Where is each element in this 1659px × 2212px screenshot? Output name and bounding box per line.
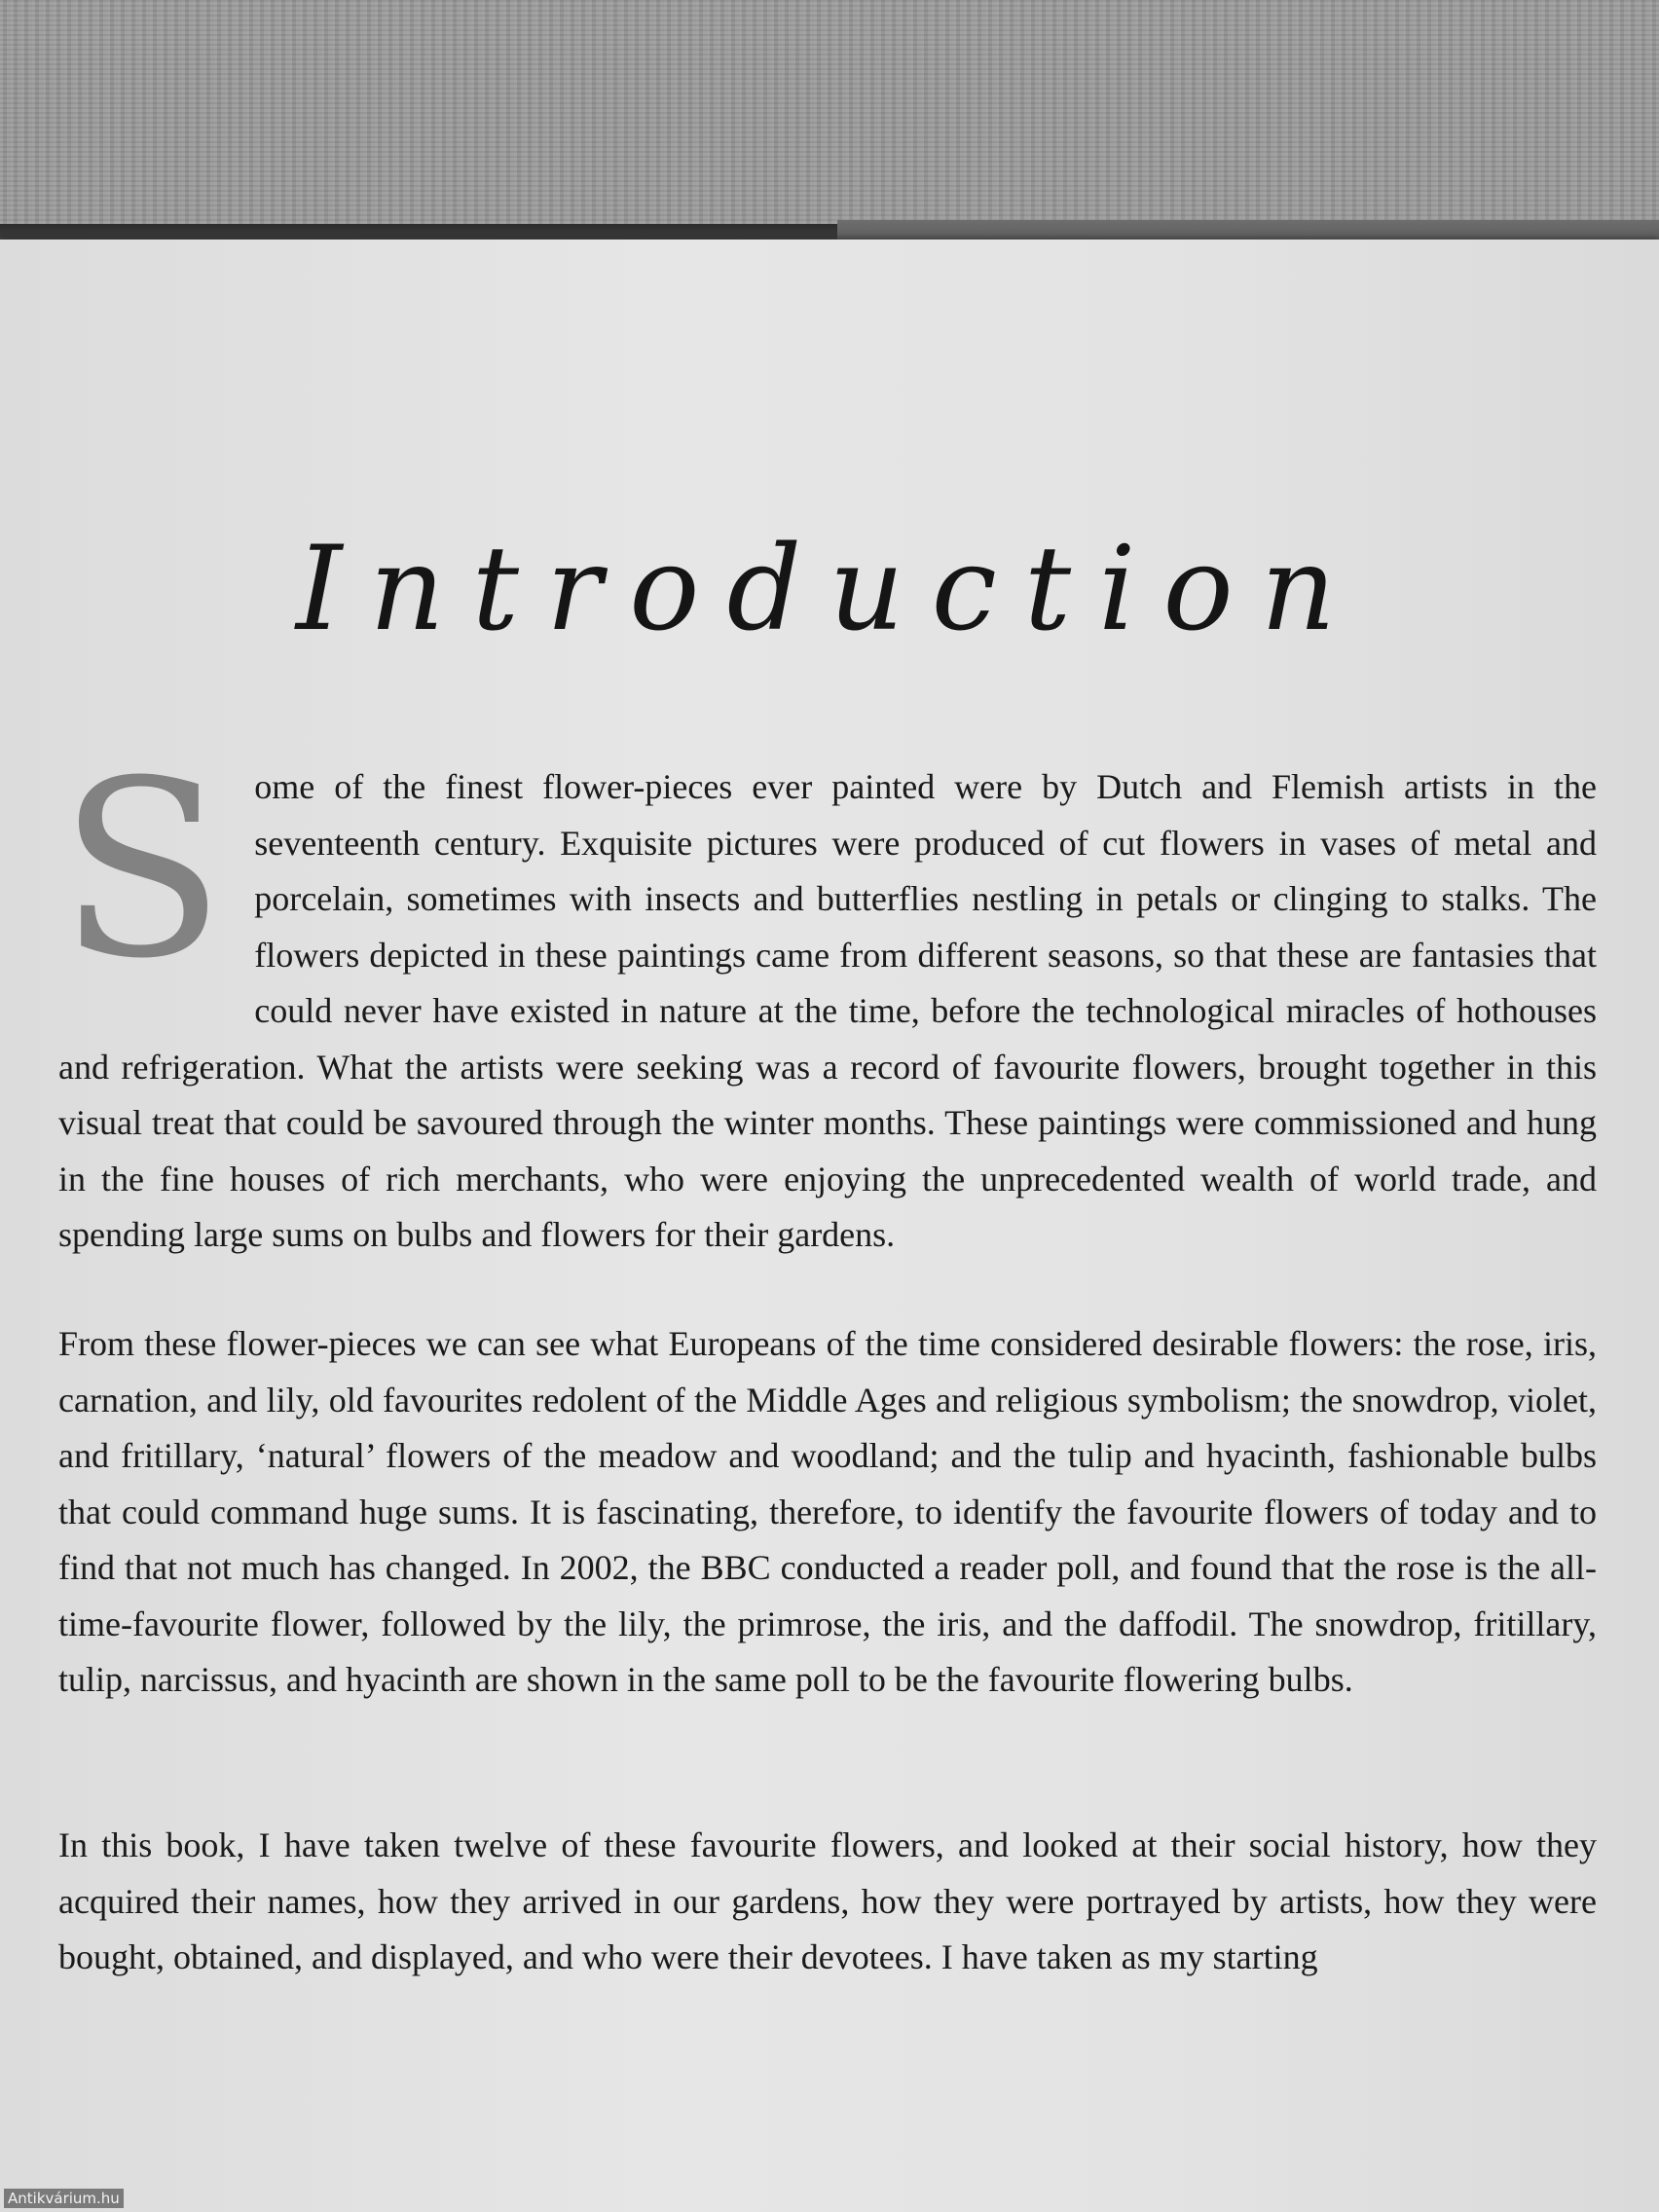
paragraph-1 <box>58 728 1597 1264</box>
book-spine-edge <box>837 220 1659 241</box>
paragraph-2: From these flower-pieces we can see what Europeans of the time considered desirable flowers: the rose, iris, carnation, and lily, old favourites redolent of the Middle Ages and religious symbolism; the snowdrop, violet, and fritillary, ‘natural’ flowers of the meadow and woodland; and the tulip and hyacinth, fashionable bulbs that could command huge sums. It is fascinating, therefore, to identify the favourite flowers of today and to find that not much has changed. In 2002, the BBC conducted a reader poll, and found that the rose is the all-time-favourite flower, followed by the lily, the primrose, the iris, and the daffodil. The snowdrop, fritillary, tulip, narcissus, and hyacinth are shown in the same poll to be the favourite flowering bulbs. <box>58 1324 1597 1699</box>
page-title: Introduction <box>296 522 1363 657</box>
book-page <box>0 240 1659 2212</box>
paragraph-3: In this book, I have taken twelve of these favourite flowers, and looked at their social history, how they acquired their names, how they arrived in our gardens, how they were portrayed by artists, how they were bought, obtained, and displayed, and who were their devotees. I have taken as my starting <box>58 1825 1597 1976</box>
site-watermark: Antikvárium.hu <box>4 2189 124 2208</box>
paragraph-1-text: ome of the finest flower-pieces ever painted were by Dutch and Flemish artists in the seventeenth century. Exquisite pictures were produced of cut flowers in vases of metal and porcelain, sometimes with insects and butterflies nestling in petals or clinging to stalks. The flowers depicted in these paintings came from different seasons, so that these are fantasies that could never have existed in nature at the time, before the technological miracles of hothouses and refrigeration. What the artists were seeking was a record of favourite flowers, brought together in this visual treat that could be savoured through the winter months. These paintings were commissioned and hung in the fine houses of rich merchants, who were enjoying the unprecedented wealth of world trade, and spending large sums on bulbs and flowers for their gardens. <box>58 767 1597 1254</box>
drop-cap: S <box>58 728 226 1012</box>
